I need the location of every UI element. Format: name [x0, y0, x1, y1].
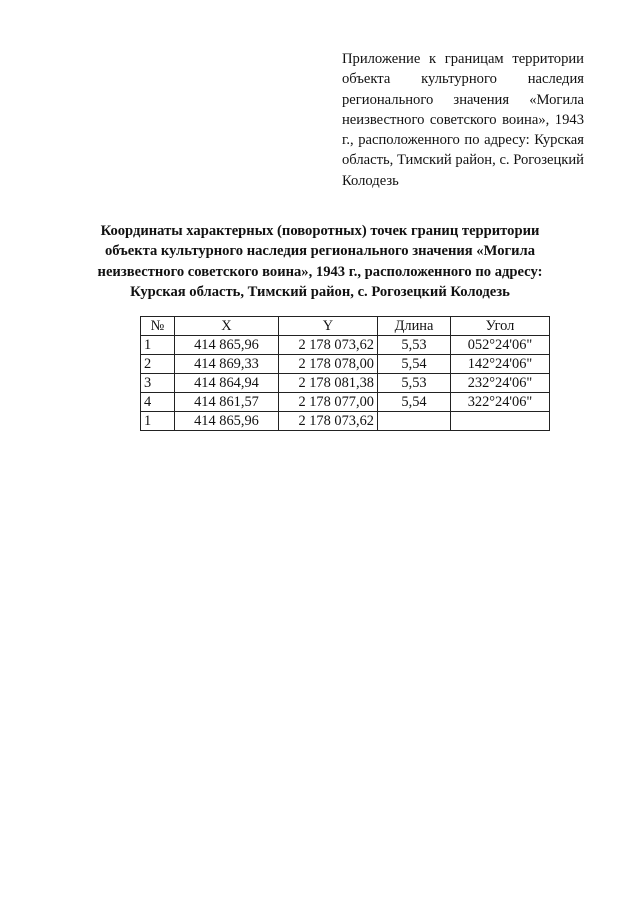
header-num: № — [141, 317, 175, 336]
table-row — [141, 393, 550, 412]
table-row — [141, 336, 550, 355]
cell-length — [378, 412, 451, 431]
cell-y: 2 178 073,62 — [279, 412, 378, 431]
table-row — [141, 374, 550, 393]
cell-length: 5,54 — [378, 355, 451, 374]
cell-y: 2 178 073,62 — [279, 336, 378, 355]
document-title: Координаты характерных (поворотных) точек границ территории объекта культурного наследия регионального значения «Могила неизвестного советского воина», 1943 г., расположенного по адресу: Курская область, Тимский район, с. Рогозецкий Колодезь — [97, 223, 543, 300]
cell-angle: 322°24'06" — [451, 393, 550, 412]
cell-length: 5,54 — [378, 393, 451, 412]
header-y: Y — [279, 317, 378, 336]
cell-num: 4 — [141, 393, 175, 412]
cell-num: 1 — [141, 412, 175, 431]
coordinates-table — [140, 316, 550, 431]
cell-y: 2 178 077,00 — [279, 393, 378, 412]
cell-angle: 052°24'06" — [451, 336, 550, 355]
cell-num: 1 — [141, 336, 175, 355]
table-row — [141, 412, 550, 431]
header-x: X — [175, 317, 279, 336]
cell-length: 5,53 — [378, 374, 451, 393]
cell-x: 414 861,57 — [175, 393, 279, 412]
cell-num: 3 — [141, 374, 175, 393]
cell-y: 2 178 078,00 — [279, 355, 378, 374]
cell-angle: 142°24'06" — [451, 355, 550, 374]
header-angle: Угол — [451, 317, 550, 336]
cell-x: 414 865,96 — [175, 336, 279, 355]
header-length: Длина — [378, 317, 451, 336]
cell-x: 414 865,96 — [175, 412, 279, 431]
annex-header: Приложение к границам территории объекта культурного наследия регионального значения «Могила неизвестного советского воина», 1943 г., расположенного по адресу: Курская область, Тимский район, с. Рогозецкий Колодезь — [342, 51, 584, 189]
cell-y: 2 178 081,38 — [279, 374, 378, 393]
cell-num: 2 — [141, 355, 175, 374]
cell-x: 414 864,94 — [175, 374, 279, 393]
table-header-row — [141, 317, 550, 336]
cell-angle: 232°24'06" — [451, 374, 550, 393]
cell-length: 5,53 — [378, 336, 451, 355]
table-row — [141, 355, 550, 374]
cell-angle — [451, 412, 550, 431]
cell-x: 414 869,33 — [175, 355, 279, 374]
